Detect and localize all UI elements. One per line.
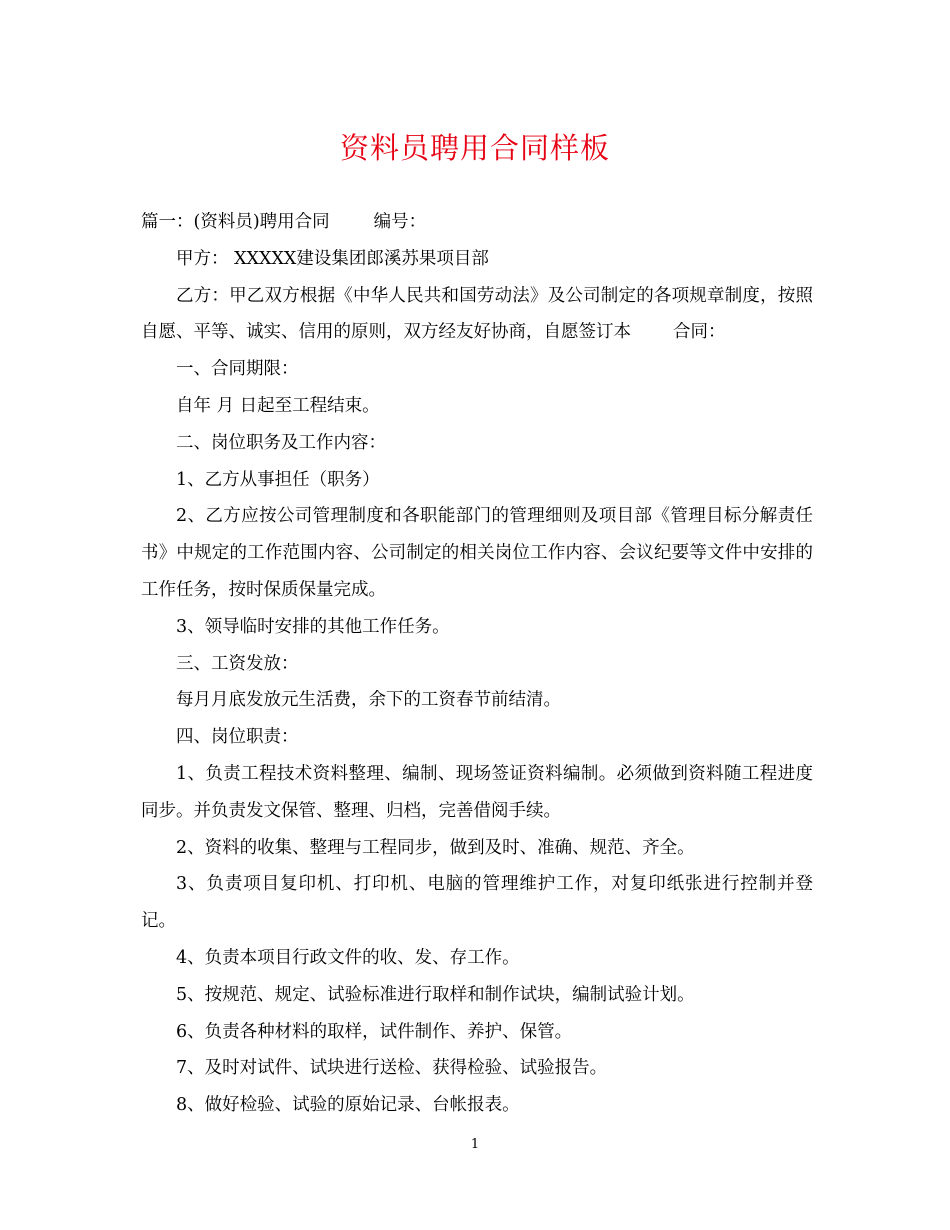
list-item: 5、按规范、规定、试验标准进行取样和制作试块，编制试验计划。 [176, 984, 695, 1005]
section-heading: 二、岗位职务及工作内容： [176, 432, 386, 453]
document-body [141, 204, 813, 1124]
list-item: 4、负责本项目行政文件的收、发、存工作。 [176, 947, 520, 968]
paragraph: 甲方： XXXXX建设集团郎溪苏果项目部 [176, 248, 489, 269]
list-item: 2、乙方应按公司管理制度和各职能部门的管理细则及项目部《管理目标分解责任书》中规定的工作范围内容、公司制定的相关岗位工作内容、会议纪要等文件中安排的工作任务，按时保质保量完成。 [141, 506, 813, 600]
list-item: 6、负责各种材料的取样，试件制作、养护、保管。 [176, 1021, 573, 1042]
paragraph-heading [141, 204, 813, 241]
document-title: 资料员聘用合同样板 [339, 131, 610, 165]
section-heading: 一、合同期限： [176, 359, 299, 380]
list-item: 8、做好检验、试验的原始记录、台帐报表。 [176, 1095, 520, 1116]
list-item: 1、负责工程技术资料整理、编制、现场签证资料编制。必须做到资料随工程进度同步。并负责发文保管、整理、归档，完善借阅手续。 [141, 763, 813, 821]
list-item: 2、资料的收集、整理与工程同步，做到及时、准确、规范、齐全。 [176, 837, 695, 858]
paragraph-text: 乙方：甲乙双方根据《中华人民共和国劳动法》及公司制定的各项规章制度，按照自愿、平等、诚实、信用的原则，双方经友好协商，自愿签订本 [141, 285, 813, 343]
paragraph: 自年 月 日起至工程结束。 [176, 395, 380, 416]
paragraph: 每月月底发放元生活费，余下的工资春节前结清。 [176, 690, 561, 711]
list-item: 3、领导临时安排的其他工作任务。 [176, 616, 450, 637]
list-item: 3、负责项目复印机、打印机、电脑的管理维护工作，对复印纸张进行控制并登记。 [141, 874, 813, 932]
contract-number-label: 编号： [373, 212, 427, 232]
page-number: 1 [470, 1137, 480, 1152]
list-item: 1、乙方从事担任（职务） [176, 469, 380, 490]
section-heading: 三、工资发放： [176, 653, 299, 674]
paragraph-text: 合同： [673, 322, 726, 343]
contract-heading: 篇一：(资料员)聘用合同 [141, 212, 330, 232]
paragraph [141, 278, 813, 352]
list-item: 7、及时对试件、试块进行送检、获得检验、试验报告。 [176, 1058, 608, 1079]
section-heading: 四、岗位职责： [176, 727, 299, 748]
